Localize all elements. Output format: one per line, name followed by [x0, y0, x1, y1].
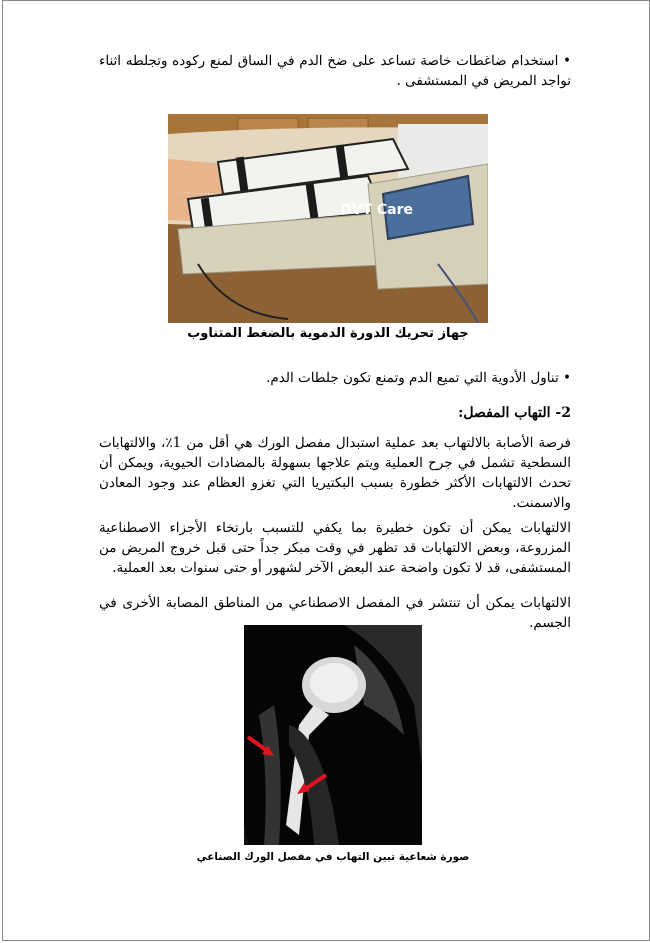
paragraph-infection-spread: الالتهابات يمكن أن تنتشر في المفصل الاصطناعي من المناطق المصابة الأخرى في الجسم.: [99, 595, 571, 631]
paragraph-medication: • تناول الأدوية التي تميع الدم وتمنع تكون جلطات الدم.: [266, 370, 571, 386]
hip-xray-illustration: [244, 625, 422, 845]
device-caption: جهاز تحريك الدورة الدموية بالضغط المتناوب: [187, 326, 469, 341]
xray-caption: صورة شعاعية تبين التهاب في مفصل الورك الصناعي: [196, 851, 470, 863]
document-page: [2, 0, 650, 941]
paragraph-infection-risk: فرصة الأصابة بالالتهاب بعد عملية استبدال مفصل الورك هي أقل من 1٪، والالتهابات السطحية تشمل في جرح العملية ويتم علاجها بسهولة بالمضادات الحيوية، ويمكن أن تحدث الالتهابات الأكثر خطورة بسبب البكتيريا التي تغزو العظام عند وجود المعادن والاسمنت.: [99, 435, 571, 511]
paragraph-infection-severity: الالتهابات يمكن أن تكون خطيرة بما يكفي للتسبب بارتخاء الأجزاء الاصطناعية المزروعة، وبعض الالتهابات قد تظهر في وقت مبكر جداً حتى قبل خروج المريض من المستشفى، قد لا تكون واضحة عند البعض الآخر لشهور أو حتى سنوات بعد العملية.: [99, 520, 571, 576]
compression-device-photo: [168, 114, 488, 323]
paragraph-compression: • استخدام ضاغطات خاصة تساعد على ضخ الدم في الساق لمنع ركوده وتجلطه اثناء تواجد المريض في المستشفى .: [99, 53, 571, 89]
compression-device-illustration: [168, 114, 488, 323]
section-heading-infection: 2- التهاب المفصل:: [458, 405, 571, 421]
device-screen-label: DVT Care: [339, 202, 413, 218]
hip-xray-image: [244, 625, 422, 845]
